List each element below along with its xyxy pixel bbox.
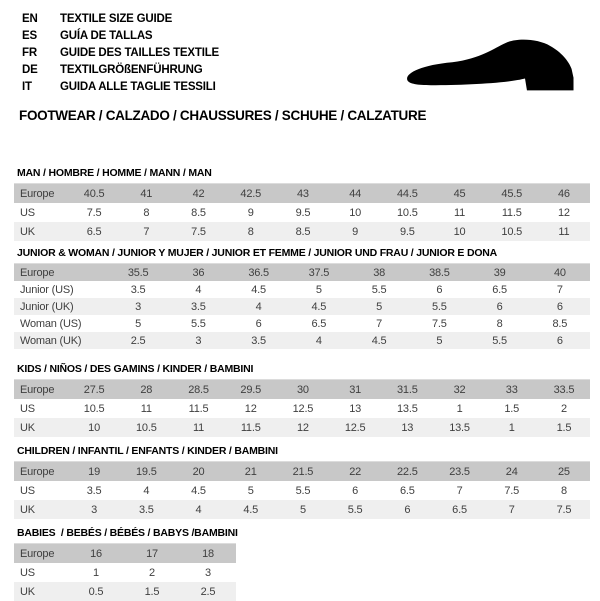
size-table — [14, 379, 590, 437]
size-cell: 7 — [456, 484, 463, 497]
row-label: Woman (US) — [20, 317, 82, 330]
size-cell: 7.5 — [432, 317, 447, 330]
size-cell: 32 — [453, 383, 466, 396]
size-cell: 5 — [376, 300, 383, 313]
row-label: Europe — [20, 266, 55, 279]
size-cell: 43 — [296, 187, 309, 200]
size-cell: 2.5 — [130, 334, 146, 347]
language-row — [22, 10, 219, 27]
size-cell: 12 — [296, 421, 309, 434]
size-cell: 20 — [192, 465, 205, 478]
size-cell: 33.5 — [553, 383, 575, 396]
size-cell: 2 — [149, 566, 155, 579]
size-cell: 10 — [88, 421, 101, 434]
size-cell: 6 — [556, 334, 563, 347]
row-label: UK — [20, 421, 35, 434]
category-line: FOOTWEAR / CALZADO / CHAUSSURES / SCHUHE / CALZATURE — [19, 108, 427, 123]
size-cell: 12 — [558, 206, 570, 219]
size-cell: 2.5 — [200, 585, 216, 598]
size-cell: 13 — [349, 402, 362, 415]
table-row — [14, 563, 236, 582]
size-cell: 37.5 — [308, 266, 330, 279]
size-cell: 10.5 — [397, 206, 418, 219]
size-cell: 5 — [315, 283, 322, 296]
size-cell: 3 — [91, 503, 98, 516]
size-section — [14, 446, 590, 519]
size-cell: 5.5 — [295, 484, 311, 497]
size-cell: 12.5 — [292, 402, 314, 415]
table-row — [14, 500, 590, 519]
size-cell: 21.5 — [292, 465, 314, 478]
size-cell: 5.5 — [432, 300, 447, 313]
size-cell: 40 — [553, 266, 566, 279]
table-row — [14, 462, 590, 481]
size-cell: 8.5 — [552, 317, 568, 330]
size-cell: 45 — [453, 187, 466, 200]
size-cell: 42 — [192, 187, 205, 200]
row-label: Junior (UK) — [20, 300, 74, 313]
size-cell: 10 — [349, 206, 362, 219]
table-row — [14, 582, 236, 601]
language-code: IT — [22, 80, 32, 93]
language-row — [22, 27, 219, 44]
size-cell: 4 — [195, 283, 202, 296]
size-cell: 6.5 — [492, 283, 507, 296]
size-cell: 1.5 — [144, 585, 160, 598]
table-row — [14, 222, 590, 241]
size-cell: 7 — [508, 503, 515, 516]
size-cell: 21 — [244, 465, 257, 478]
size-cell: 3 — [205, 566, 211, 579]
size-cell: 7.5 — [86, 206, 102, 219]
table-row — [14, 332, 590, 349]
table-row — [14, 418, 590, 437]
table-row — [14, 264, 590, 281]
size-cell: 8 — [143, 206, 150, 219]
size-cell: 4.5 — [243, 503, 259, 516]
language-label: GUÍA DE TALLAS — [60, 29, 153, 42]
size-cell: 38.5 — [429, 266, 450, 279]
size-cell: 9.5 — [295, 206, 311, 219]
size-cell: 6.5 — [452, 503, 467, 516]
size-cell: 5 — [247, 484, 254, 497]
size-cell: 9 — [247, 206, 254, 219]
size-cell: 1.5 — [504, 402, 520, 415]
size-cell: 11 — [192, 421, 205, 434]
size-cell: 8 — [496, 317, 503, 330]
size-cell: 25 — [558, 465, 570, 478]
size-cell: 10.5 — [136, 421, 157, 434]
size-cell: 8 — [560, 484, 567, 497]
size-cell: 11 — [140, 402, 152, 415]
size-cell: 6 — [556, 300, 563, 313]
size-cell: 18 — [202, 547, 214, 560]
size-cell: 31.5 — [397, 383, 418, 396]
row-label: Woman (UK) — [20, 334, 82, 347]
size-cell: 4.5 — [251, 283, 266, 296]
size-cell: 3.5 — [251, 334, 266, 347]
size-cell: 3 — [195, 334, 202, 347]
table-row — [14, 315, 590, 332]
section-title: CHILDREN / INFANTIL / ENFANTS / KINDER / BAMBINI — [17, 445, 278, 457]
size-cell: 4.5 — [191, 484, 206, 497]
size-cell: 3.5 — [130, 283, 146, 296]
row-label: UK — [20, 225, 35, 238]
size-cell: 35.5 — [127, 266, 149, 279]
size-cell: 0.5 — [88, 585, 104, 598]
size-cell: 7.5 — [191, 225, 206, 238]
size-cell: 11.5 — [240, 421, 261, 434]
size-cell: 5.5 — [191, 317, 206, 330]
size-cell: 4 — [195, 503, 202, 516]
section-title: JUNIOR & WOMAN / JUNIOR Y MUJER / JUNIOR ET FEMME / JUNIOR UND FRAU / JUNIOR E DONA — [17, 247, 498, 259]
size-section — [14, 364, 590, 437]
size-cell: 10 — [453, 225, 466, 238]
size-cell: 13.5 — [397, 402, 418, 415]
size-cell: 10.5 — [83, 402, 105, 415]
size-cell: 28.5 — [188, 383, 209, 396]
size-cell: 8 — [247, 225, 254, 238]
size-cell: 5.5 — [492, 334, 507, 347]
size-cell: 7.5 — [556, 503, 572, 516]
table-row — [14, 380, 590, 399]
size-cell: 1 — [456, 402, 463, 415]
row-label: US — [20, 484, 35, 497]
row-label: US — [20, 402, 35, 415]
size-cell: 1 — [508, 421, 515, 434]
row-label: Europe — [20, 187, 55, 200]
size-cell: 4 — [143, 484, 150, 497]
size-cell: 38 — [373, 266, 386, 279]
size-cell: 5 — [299, 503, 306, 516]
size-table — [14, 543, 236, 601]
size-cell: 6.5 — [399, 484, 415, 497]
size-cell: 44 — [349, 187, 362, 200]
size-cell: 27.5 — [83, 383, 105, 396]
size-cell: 6 — [404, 503, 411, 516]
size-cell: 6 — [255, 317, 262, 330]
size-cell: 4.5 — [311, 300, 327, 313]
language-list — [22, 10, 219, 95]
size-cell: 29.5 — [240, 383, 262, 396]
size-cell: 45.5 — [501, 187, 523, 200]
size-cell: 8.5 — [295, 225, 311, 238]
language-label: GUIDE DES TAILLES TEXTILE — [60, 46, 219, 59]
size-cell: 9 — [352, 225, 359, 238]
section-title: BABIES / BEBÉS / BÉBÉS / BABYS /BAMBINI — [17, 527, 238, 539]
row-label: US — [20, 206, 35, 219]
table-row — [14, 399, 590, 418]
size-cell: 17 — [146, 547, 158, 560]
size-cell: 9.5 — [399, 225, 415, 238]
language-row — [22, 61, 219, 78]
size-cell: 6.5 — [311, 317, 327, 330]
table-row — [14, 544, 236, 563]
size-cell: 23.5 — [449, 465, 470, 478]
size-cell: 22 — [349, 465, 362, 478]
size-cell: 4 — [315, 334, 322, 347]
size-cell: 11 — [454, 206, 466, 219]
size-cell: 40.5 — [83, 187, 105, 200]
size-cell: 16 — [90, 547, 102, 560]
row-label: UK — [20, 585, 35, 598]
size-cell: 24 — [505, 465, 518, 478]
row-label: Junior (US) — [20, 283, 74, 296]
size-cell: 7 — [556, 283, 563, 296]
language-code: ES — [22, 29, 37, 42]
table-row — [14, 481, 590, 500]
size-cell: 7.5 — [504, 484, 520, 497]
size-cell: 31 — [349, 383, 362, 396]
size-section — [14, 168, 590, 241]
size-cell: 19 — [88, 465, 101, 478]
size-cell: 1 — [93, 566, 99, 579]
size-cell: 7 — [376, 317, 383, 330]
size-cell: 36 — [192, 266, 205, 279]
size-cell: 3 — [135, 300, 142, 313]
size-section — [14, 528, 590, 601]
size-cell: 28 — [140, 383, 153, 396]
size-cell: 11.5 — [188, 402, 209, 415]
size-cell: 3.5 — [138, 503, 154, 516]
row-label: UK — [20, 503, 35, 516]
size-cell: 19.5 — [136, 465, 157, 478]
size-cell: 2 — [560, 402, 567, 415]
size-cell: 12.5 — [344, 421, 366, 434]
size-cell: 7 — [143, 225, 150, 238]
language-label: GUIDA ALLE TAGLIE TESSILI — [60, 80, 216, 93]
row-label: Europe — [20, 383, 55, 396]
language-code: DE — [22, 63, 38, 76]
size-cell: 4.5 — [371, 334, 387, 347]
size-cell: 6 — [352, 484, 359, 497]
size-cell: 30 — [296, 383, 309, 396]
section-title: MAN / HOMBRE / HOMME / MANN / MAN — [17, 167, 212, 179]
size-cell: 5.5 — [371, 283, 387, 296]
size-cell: 39 — [493, 266, 506, 279]
size-cell: 4 — [255, 300, 262, 313]
size-sections — [14, 168, 590, 601]
size-table — [14, 183, 590, 241]
size-cell: 5 — [135, 317, 142, 330]
size-cell: 36.5 — [248, 266, 269, 279]
size-cell: 11 — [558, 225, 570, 238]
table-row — [14, 184, 590, 203]
size-cell: 46 — [558, 187, 570, 200]
size-table — [14, 263, 590, 349]
size-cell: 33 — [505, 383, 518, 396]
size-cell: 5 — [436, 334, 443, 347]
size-cell: 10.5 — [501, 225, 523, 238]
size-section — [14, 248, 590, 349]
size-cell: 3.5 — [86, 484, 102, 497]
size-cell: 22.5 — [397, 465, 418, 478]
size-table — [14, 461, 590, 519]
row-label: Europe — [20, 465, 55, 478]
language-row — [22, 78, 219, 95]
table-row — [14, 281, 590, 298]
table-row — [14, 203, 590, 222]
language-row — [22, 44, 219, 61]
size-cell: 13.5 — [449, 421, 470, 434]
size-cell: 5.5 — [347, 503, 363, 516]
row-label: US — [20, 566, 35, 579]
size-cell: 3.5 — [191, 300, 206, 313]
size-cell: 6 — [436, 283, 443, 296]
size-cell: 42.5 — [240, 187, 262, 200]
size-cell: 41 — [140, 187, 153, 200]
size-cell: 11.5 — [501, 206, 522, 219]
language-code: EN — [22, 12, 38, 25]
table-row — [14, 298, 590, 315]
size-cell: 12 — [244, 402, 257, 415]
size-cell: 13 — [401, 421, 414, 434]
size-cell: 8.5 — [191, 206, 206, 219]
size-cell: 44.5 — [397, 187, 418, 200]
section-title: KIDS / NIÑOS / DES GAMINS / KINDER / BAMBINI — [17, 363, 254, 375]
language-label: TEXTILE SIZE GUIDE — [60, 12, 173, 25]
size-cell: 6.5 — [86, 225, 102, 238]
shoe-icon — [396, 26, 590, 100]
row-label: Europe — [20, 547, 55, 560]
size-cell: 6 — [496, 300, 503, 313]
language-label: TEXTILGRÖßENFÜHRUNG — [60, 63, 203, 76]
size-cell: 1.5 — [556, 421, 572, 434]
language-code: FR — [22, 46, 37, 59]
